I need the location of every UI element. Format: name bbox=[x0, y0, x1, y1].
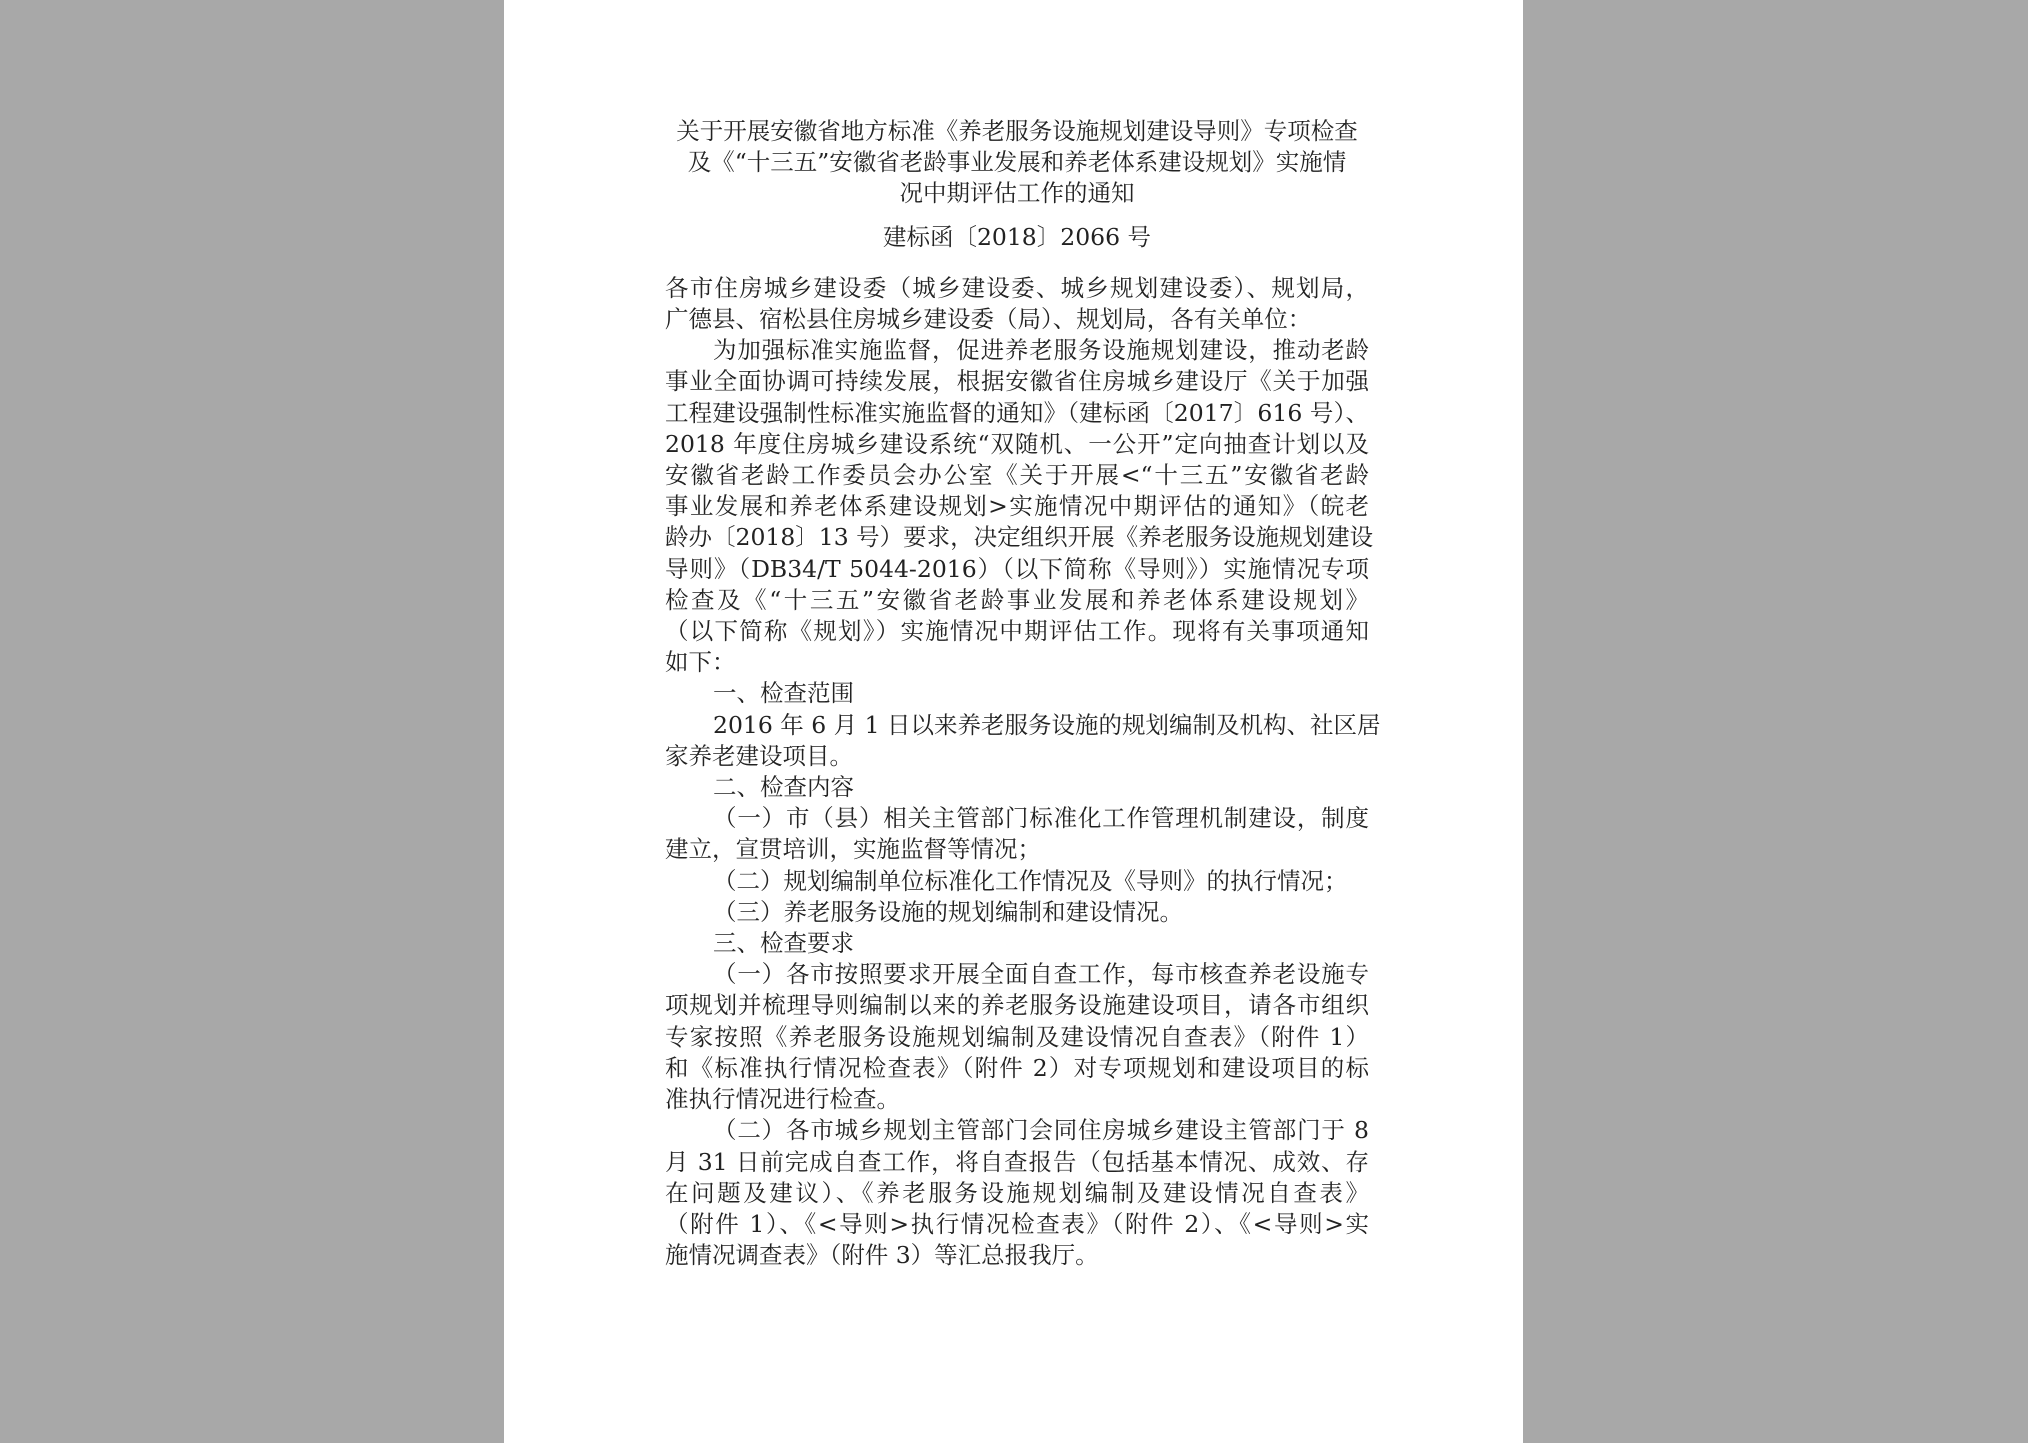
document-page bbox=[504, 0, 1523, 1443]
paragraph-line: 事业发展和养老体系建设规划>实施情况中期评估的通知》（皖老 bbox=[665, 492, 1369, 521]
paragraph-line: 检查及《“十三五”安徽省老龄事业发展和养老体系建设规划》 bbox=[665, 585, 1369, 614]
section-heading: 三、检查要求 bbox=[713, 929, 854, 958]
paragraph-line: 月 31 日前完成自查工作，将自查报告（包括基本情况、成效、存 bbox=[665, 1147, 1369, 1176]
paragraph-line: （以下简称《规划》）实施情况中期评估工作。现将有关事项通知 bbox=[665, 617, 1369, 646]
section2-item: （三）养老服务设施的规划编制和建设情况。 bbox=[713, 897, 1183, 926]
paragraph-line: 如下： bbox=[665, 648, 736, 677]
addressee-line: 广德县、宿松县住房城乡建设委（局）、规划局，各有关单位： bbox=[665, 305, 1312, 334]
paragraph-line: （一）市（县）相关主管部门标准化工作管理机制建设，制度 bbox=[713, 804, 1369, 833]
paragraph-line: 准执行情况进行检查。 bbox=[665, 1085, 900, 1114]
paragraph-line: 龄办〔2018〕13 号）要求，决定组织开展《养老服务设施规划建设 bbox=[665, 523, 1374, 552]
paragraph-line: 项规划并梳理导则编制以来的养老服务设施建设项目，请各市组织 bbox=[665, 991, 1369, 1020]
section3-item bbox=[665, 1115, 1369, 1271]
paragraph-line: 在问题及建议）、《养老服务设施规划编制及建设情况自查表》 bbox=[665, 1178, 1369, 1207]
title-line: 关于开展安徽省地方标准《养老服务设施规划建设导则》专项检查 bbox=[676, 117, 1358, 145]
paragraph-line: 2016 年 6 月 1 日以来养老服务设施的规划编制及机构、社区居 bbox=[713, 710, 1381, 739]
section2-item: （二）规划编制单位标准化工作情况及《导则》的执行情况； bbox=[713, 866, 1348, 895]
paragraph-line: 专家按照《养老服务设施规划编制及建设情况自查表》（附件 1） bbox=[665, 1022, 1369, 1051]
paragraph-line: 2018 年度住房城乡建设系统“双随机、一公开”定向抽查计划以及 bbox=[665, 429, 1369, 458]
section3-item bbox=[665, 959, 1369, 1115]
section-heading: 二、检查内容 bbox=[713, 773, 854, 802]
paragraph-line: 导则》（DB34/T 5044-2016）（以下简称《导则》）实施情况专项 bbox=[665, 554, 1369, 583]
paragraph-line: 为加强标准实施监督，促进养老服务设施规划建设，推动老龄 bbox=[713, 336, 1369, 365]
paragraph-line: 安徽省老龄工作委员会办公室《关于开展<“十三五”安徽省老龄 bbox=[665, 461, 1369, 490]
paragraph-line: 家养老建设项目。 bbox=[665, 741, 853, 770]
intro-paragraph bbox=[665, 335, 1374, 678]
addressee bbox=[665, 273, 1369, 335]
paragraph-line: 和《标准执行情况检查表》（附件 2）对专项规划和建设项目的标 bbox=[665, 1053, 1369, 1082]
document-number: 建标函〔2018〕2066 号 bbox=[882, 222, 1152, 251]
title-line: 况中期评估工作的通知 bbox=[899, 179, 1135, 208]
title-line: 及《“十三五”安徽省老龄事业发展和养老体系建设规划》实施情 bbox=[687, 148, 1347, 177]
paragraph-line: （附件 1）、《<导则>执行情况检查表》（附件 2）、《<导则>实 bbox=[665, 1209, 1369, 1238]
page-content bbox=[665, 116, 1381, 1271]
paragraph-line: （一）各市按照要求开展全面自查工作，每市核查养老设施专 bbox=[713, 960, 1369, 989]
paragraph-line: 施情况调查表》（附件 3）等汇总报我厅。 bbox=[665, 1241, 1099, 1270]
paragraph-line: 建立，宣贯培训，实施监督等情况； bbox=[665, 835, 1041, 864]
paragraph-line: 工程建设强制性标准实施监督的通知》（建标函〔2017〕616 号）、 bbox=[665, 398, 1369, 427]
section-heading: 一、检查范围 bbox=[713, 679, 854, 708]
paragraph-line: （二）各市城乡规划主管部门会同住房城乡建设主管部门于 8 bbox=[713, 1116, 1369, 1145]
section2-item bbox=[665, 803, 1369, 865]
document-title bbox=[665, 116, 1369, 210]
section1-paragraph bbox=[665, 710, 1381, 772]
paragraph-line: 事业全面协调可持续发展，根据安徽省住房城乡建设厅《关于加强 bbox=[665, 367, 1369, 396]
addressee-line: 各市住房城乡建设委（城乡建设委、城乡规划建设委）、规划局， bbox=[665, 273, 1369, 302]
